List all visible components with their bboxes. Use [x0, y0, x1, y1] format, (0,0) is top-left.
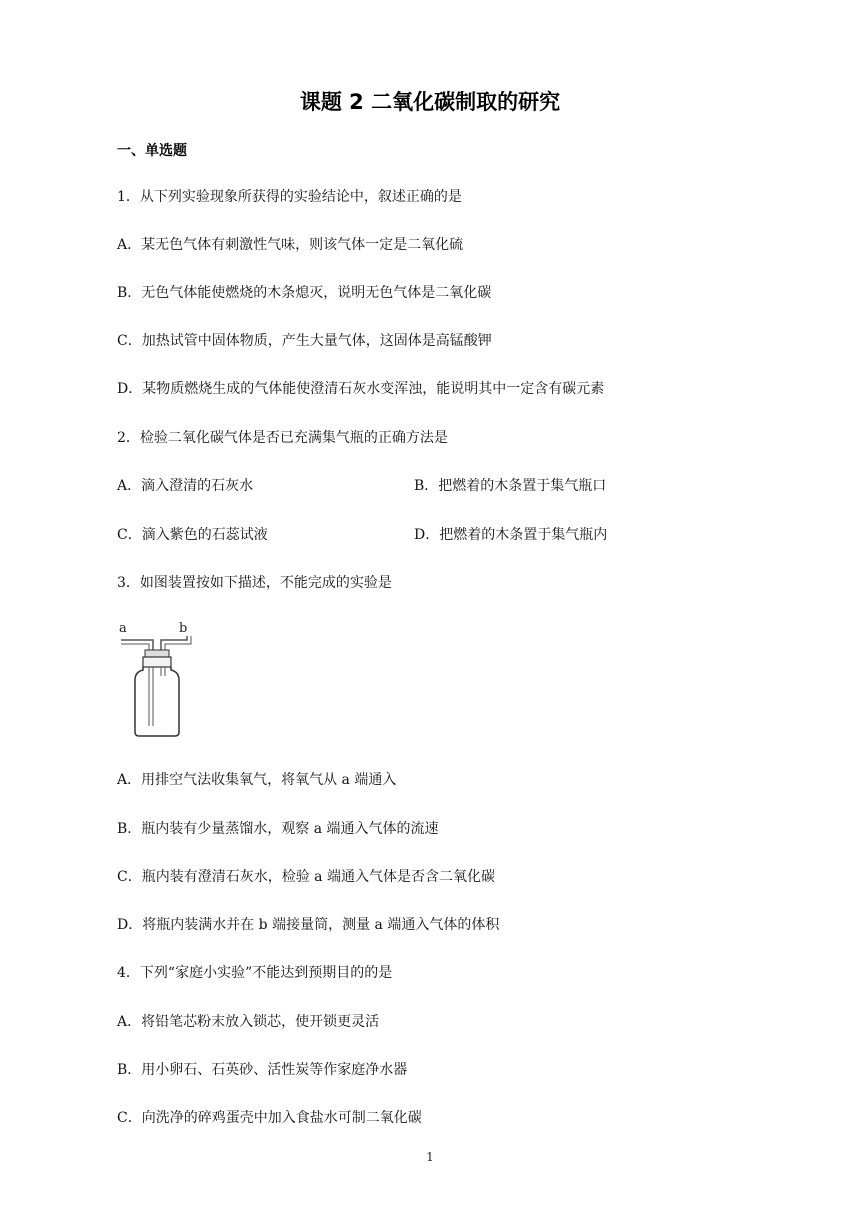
question-2-option-d: D．把燃着的木条置于集气瓶内 [414, 527, 608, 543]
figure-label-a: a [119, 621, 127, 636]
question-2-stem: 2．检验二氧化碳气体是否已充满集气瓶的正确方法是 [117, 430, 448, 446]
question-3-option-d: D．将瓶内装满水并在 b 端接量筒，测量 a 端通入气体的体积 [117, 917, 500, 933]
question-3-option-a: A．用排空气法收集氧气，将氧气从 a 端通入 [117, 772, 397, 788]
question-1-option-b: B．无色气体能使燃烧的木条熄灭，说明无色气体是二氧化碳 [117, 285, 492, 301]
question-2-option-c: C．滴入紫色的石蕊试液 [117, 527, 268, 543]
question-3-option-b: B．瓶内装有少量蒸馏水，观察 a 端通入气体的流速 [117, 821, 439, 837]
page-number: 1 [426, 1150, 434, 1164]
question-1-option-c: C．加热试管中固体物质，产生大量气体，这固体是高锰酸钾 [117, 333, 492, 349]
question-2-option-b: B．把燃着的木条置于集气瓶口 [414, 478, 607, 494]
question-1-stem: 1．从下列实验现象所获得的实验结论中，叙述正确的是 [117, 189, 462, 205]
question-4-option-b: B．用小卵石、石英砂、活性炭等作家庭净水器 [117, 1062, 408, 1078]
question-4-option-a: A．将铅笔芯粉末放入锁芯，使开锁更灵活 [117, 1014, 380, 1030]
question-3-stem: 3．如图装置按如下描述，不能完成的实验是 [117, 575, 392, 591]
question-2-option-a: A．滴入澄清的石灰水 [117, 478, 254, 494]
question-3-option-c: C．瓶内装有澄清石灰水，检验 a 端通入气体是否含二氧化碳 [117, 869, 495, 885]
question-4-option-c: C．向洗净的碎鸡蛋壳中加入食盐水可制二氧化碳 [117, 1110, 422, 1126]
section-heading: 一、单选题 [117, 143, 187, 159]
question-1-option-a: A．某无色气体有刺激性气味，则该气体一定是二氧化硫 [117, 237, 464, 253]
question-4-stem: 4．下列“家庭小实验”不能达到预期目的的是 [117, 965, 393, 981]
question-1-option-d: D．某物质燃烧生成的气体能使澄清石灰水变浑浊，能说明其中一定含有碳元素 [117, 381, 605, 397]
gas-bottle-diagram [117, 616, 197, 740]
figure-label-b: b [179, 621, 188, 636]
page-title: 课题 2 二氧化碳制取的研究 [299, 90, 561, 114]
